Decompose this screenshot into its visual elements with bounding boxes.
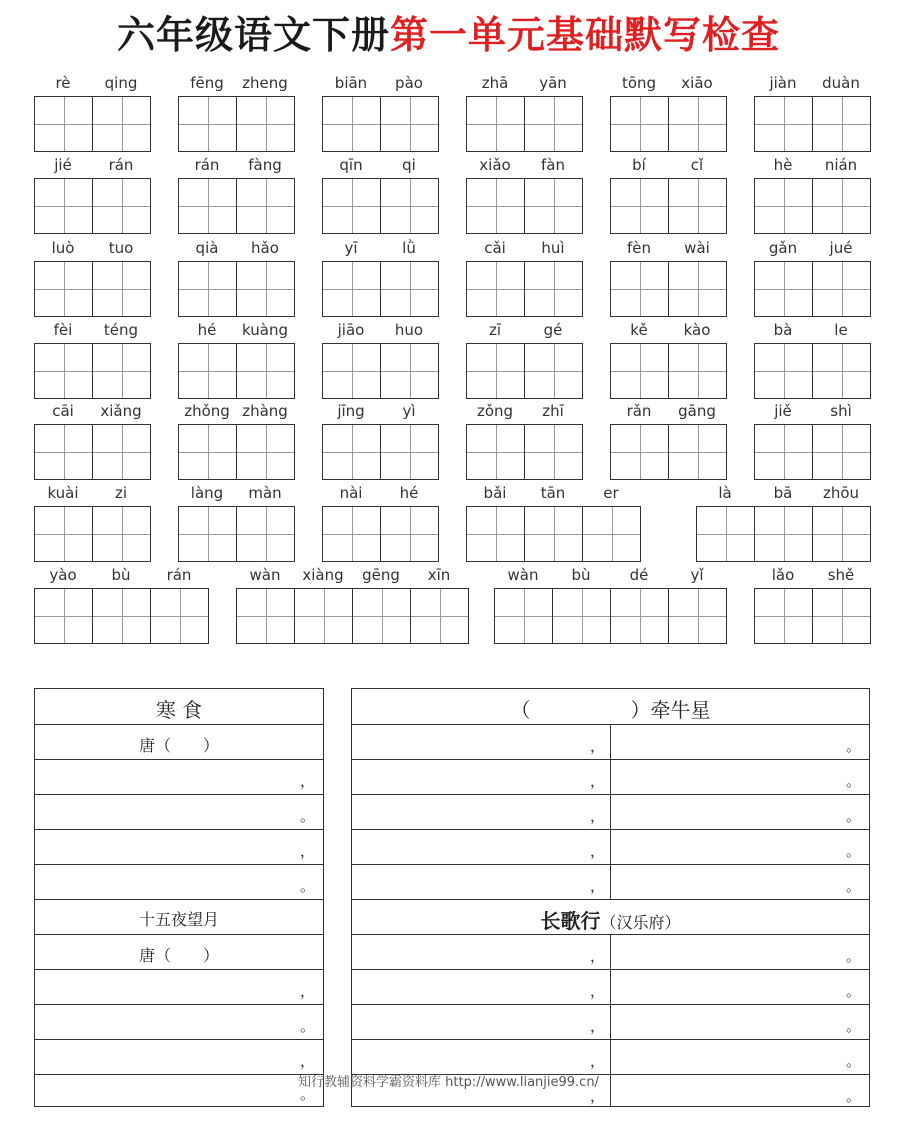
pinyin-label: hè bbox=[773, 156, 793, 174]
pinyin-label: fèn bbox=[626, 239, 652, 257]
answer-line[interactable] bbox=[35, 829, 323, 864]
writing-box[interactable] bbox=[812, 178, 871, 234]
pinyin-label: kuài bbox=[47, 484, 79, 502]
pinyin-label: wàn bbox=[507, 566, 539, 584]
writing-box[interactable] bbox=[812, 261, 871, 317]
writing-box[interactable] bbox=[34, 96, 93, 152]
writing-box[interactable] bbox=[524, 506, 583, 562]
writing-box[interactable] bbox=[754, 178, 813, 234]
period-mark: 。 bbox=[845, 772, 861, 790]
period-mark: 。 bbox=[845, 737, 861, 755]
comma-mark: ， bbox=[590, 737, 606, 755]
writing-box[interactable] bbox=[92, 424, 151, 480]
period-mark: 。 bbox=[845, 807, 861, 825]
comma-mark: ， bbox=[590, 1017, 606, 1035]
answer-line[interactable] bbox=[35, 1039, 323, 1074]
pinyin-label: yǐ bbox=[690, 566, 704, 584]
pinyin-label: tōng bbox=[621, 74, 657, 92]
writing-box[interactable] bbox=[34, 424, 93, 480]
poem-title-changgexing: 长歌行 bbox=[540, 909, 601, 933]
pinyin-label: pào bbox=[395, 74, 423, 92]
pinyin-label: shì bbox=[830, 402, 852, 420]
pinyin-label: là bbox=[718, 484, 732, 502]
writing-box[interactable] bbox=[178, 506, 237, 562]
poem-table-right bbox=[351, 688, 870, 1107]
writing-box[interactable] bbox=[34, 343, 93, 399]
title-grade: 六年级语文下册 bbox=[116, 12, 390, 57]
pinyin-label: làng bbox=[190, 484, 224, 502]
pinyin-label: gēng bbox=[362, 566, 400, 584]
writing-box[interactable] bbox=[92, 178, 151, 234]
comma-mark: ， bbox=[299, 772, 315, 790]
pinyin-label: biān bbox=[334, 74, 368, 92]
pinyin-label: bù bbox=[571, 566, 591, 584]
pinyin-label: yān bbox=[539, 74, 567, 92]
pinyin-label: tuo bbox=[108, 239, 134, 257]
pinyin-label: rán bbox=[194, 156, 220, 174]
writing-box[interactable] bbox=[754, 261, 813, 317]
pinyin-label: bù bbox=[111, 566, 131, 584]
writing-box[interactable] bbox=[178, 261, 237, 317]
poem-title-hanshi: 寒 食 bbox=[155, 698, 203, 722]
writing-box[interactable] bbox=[380, 261, 439, 317]
writing-box[interactable] bbox=[380, 343, 439, 399]
poem-title-shiwuye: 十五夜望月 bbox=[138, 910, 219, 929]
writing-box[interactable] bbox=[380, 178, 439, 234]
pinyin-label: zhī bbox=[542, 402, 564, 420]
writing-box[interactable] bbox=[34, 506, 93, 562]
writing-box[interactable] bbox=[610, 96, 669, 152]
pinyin-label: cǎi bbox=[484, 239, 506, 257]
pinyin-label: wàn bbox=[249, 566, 281, 584]
pinyin-label: xiāo bbox=[681, 74, 713, 92]
writing-box[interactable] bbox=[294, 588, 353, 644]
pinyin-label: rè bbox=[55, 74, 71, 92]
answer-line-pair bbox=[352, 1039, 869, 1074]
answer-line-pair bbox=[352, 934, 869, 969]
writing-box[interactable] bbox=[236, 178, 295, 234]
pinyin-label: kào bbox=[683, 321, 711, 339]
pinyin-label: téng bbox=[103, 321, 139, 339]
pinyin-label: gāng bbox=[678, 402, 716, 420]
writing-box[interactable] bbox=[754, 588, 813, 644]
pinyin-label: jiāo bbox=[337, 321, 365, 339]
pinyin-label: rǎn bbox=[626, 402, 652, 420]
pinyin-label: huì bbox=[541, 239, 565, 257]
comma-mark: ， bbox=[590, 842, 606, 860]
pinyin-label: fàn bbox=[541, 156, 565, 174]
pinyin-label: yào bbox=[49, 566, 77, 584]
period-mark: 。 bbox=[845, 982, 861, 1000]
writing-box[interactable] bbox=[668, 178, 727, 234]
answer-line[interactable] bbox=[35, 1004, 323, 1039]
pinyin-label: zhā bbox=[481, 74, 509, 92]
pinyin-label: gé bbox=[543, 321, 563, 339]
pinyin-label: qīn bbox=[339, 156, 363, 174]
comma-mark: ， bbox=[299, 1052, 315, 1070]
writing-box[interactable] bbox=[524, 343, 583, 399]
writing-box[interactable] bbox=[524, 261, 583, 317]
answer-line-pair bbox=[352, 724, 869, 759]
writing-box[interactable] bbox=[466, 96, 525, 152]
period-mark: 。 bbox=[845, 877, 861, 895]
writing-box[interactable] bbox=[322, 261, 381, 317]
comma-mark: ， bbox=[590, 877, 606, 895]
period-mark: 。 bbox=[845, 1017, 861, 1035]
writing-box[interactable] bbox=[754, 343, 813, 399]
poem-author-hanshi: 唐（ ） bbox=[138, 736, 219, 755]
answer-line[interactable] bbox=[35, 969, 323, 1004]
pinyin-label: wài bbox=[684, 239, 710, 257]
writing-box[interactable] bbox=[34, 588, 93, 644]
poem-title-qianniuxing: （ ）牵牛星 bbox=[510, 698, 711, 722]
answer-line-pair bbox=[352, 1004, 869, 1039]
period-mark: 。 bbox=[845, 947, 861, 965]
comma-mark: ， bbox=[590, 772, 606, 790]
answer-line-pair bbox=[352, 829, 869, 864]
answer-line-pair bbox=[352, 864, 869, 899]
pinyin-label: zi bbox=[114, 484, 128, 502]
pinyin-label: kě bbox=[630, 321, 648, 339]
comma-mark: ， bbox=[299, 842, 315, 860]
writing-box[interactable] bbox=[178, 424, 237, 480]
writing-box[interactable] bbox=[668, 343, 727, 399]
poem-author-shiwuye: 唐（ ） bbox=[138, 946, 219, 965]
period-mark: 。 bbox=[299, 1017, 315, 1035]
writing-box[interactable] bbox=[812, 424, 871, 480]
writing-box[interactable] bbox=[322, 343, 381, 399]
comma-mark: ， bbox=[590, 982, 606, 1000]
pinyin-label: lǜ bbox=[402, 239, 416, 257]
writing-box[interactable] bbox=[524, 96, 583, 152]
writing-box[interactable] bbox=[178, 343, 237, 399]
answer-line[interactable] bbox=[35, 759, 323, 794]
writing-box[interactable] bbox=[178, 96, 237, 152]
pinyin-label: er bbox=[603, 484, 619, 502]
footer-watermark: 知行教辅资料学霸资料库 http://www.lianjie99.cn/ bbox=[298, 1075, 599, 1090]
pinyin-label: lǎo bbox=[771, 566, 795, 584]
pinyin-label: yī bbox=[344, 239, 358, 257]
pinyin-label: hǎo bbox=[251, 239, 279, 257]
pinyin-label: zhàng bbox=[242, 402, 288, 420]
writing-box[interactable] bbox=[494, 588, 553, 644]
pinyin-label: jué bbox=[829, 239, 853, 257]
writing-box[interactable] bbox=[812, 588, 871, 644]
pinyin-label: yì bbox=[402, 402, 416, 420]
comma-mark: ， bbox=[590, 1052, 606, 1070]
writing-box[interactable] bbox=[610, 343, 669, 399]
answer-line-pair bbox=[352, 969, 869, 1004]
writing-box[interactable] bbox=[610, 588, 669, 644]
pinyin-label: duàn bbox=[822, 74, 860, 92]
writing-box[interactable] bbox=[696, 506, 755, 562]
writing-box[interactable] bbox=[92, 261, 151, 317]
answer-line-pair bbox=[352, 759, 869, 794]
writing-box[interactable] bbox=[92, 343, 151, 399]
pinyin-label: nài bbox=[339, 484, 363, 502]
pinyin-label: xiǎo bbox=[479, 156, 511, 174]
writing-box[interactable] bbox=[380, 506, 439, 562]
title-unit: 第一单元基础默写检查 bbox=[390, 12, 781, 57]
pinyin-label: tān bbox=[540, 484, 566, 502]
writing-box[interactable] bbox=[812, 96, 871, 152]
writing-box[interactable] bbox=[668, 424, 727, 480]
period-mark: 。 bbox=[845, 1087, 861, 1105]
writing-box[interactable] bbox=[466, 343, 525, 399]
writing-box[interactable] bbox=[466, 506, 525, 562]
writing-box[interactable] bbox=[236, 588, 295, 644]
pinyin-label: zhōu bbox=[822, 484, 860, 502]
writing-box[interactable] bbox=[812, 343, 871, 399]
pinyin-label: rán bbox=[166, 566, 192, 584]
comma-mark: ， bbox=[590, 947, 606, 965]
writing-box[interactable] bbox=[524, 424, 583, 480]
pinyin-label: gǎn bbox=[768, 239, 798, 257]
writing-box[interactable] bbox=[812, 506, 871, 562]
pinyin-label: xīn bbox=[427, 566, 451, 584]
writing-box[interactable] bbox=[352, 588, 411, 644]
writing-box[interactable] bbox=[610, 178, 669, 234]
writing-box[interactable] bbox=[380, 96, 439, 152]
pinyin-label: huo bbox=[394, 321, 424, 339]
period-mark: 。 bbox=[299, 807, 315, 825]
writing-box[interactable] bbox=[236, 96, 295, 152]
writing-box[interactable] bbox=[668, 261, 727, 317]
writing-box[interactable] bbox=[524, 178, 583, 234]
writing-box[interactable] bbox=[92, 588, 151, 644]
pinyin-label: xiǎng bbox=[100, 402, 142, 420]
writing-box[interactable] bbox=[236, 506, 295, 562]
writing-box[interactable] bbox=[754, 506, 813, 562]
writing-box[interactable] bbox=[410, 588, 469, 644]
writing-box[interactable] bbox=[236, 424, 295, 480]
writing-box[interactable] bbox=[754, 424, 813, 480]
period-mark: 。 bbox=[299, 877, 315, 895]
period-mark: 。 bbox=[299, 1085, 315, 1103]
writing-box[interactable] bbox=[34, 261, 93, 317]
comma-mark: ， bbox=[590, 807, 606, 825]
pinyin-label: jiě bbox=[774, 402, 792, 420]
pinyin-label: le bbox=[834, 321, 848, 339]
pinyin-label: jiàn bbox=[769, 74, 797, 92]
writing-box[interactable] bbox=[322, 178, 381, 234]
writing-box[interactable] bbox=[178, 178, 237, 234]
pinyin-label: fēng bbox=[190, 74, 224, 92]
writing-box[interactable] bbox=[150, 588, 209, 644]
pinyin-label: qià bbox=[195, 239, 219, 257]
comma-mark: ， bbox=[299, 982, 315, 1000]
writing-box[interactable] bbox=[754, 96, 813, 152]
writing-box[interactable] bbox=[610, 424, 669, 480]
pinyin-label: hé bbox=[197, 321, 217, 339]
pinyin-label: zheng bbox=[242, 74, 288, 92]
writing-box[interactable] bbox=[466, 261, 525, 317]
pinyin-label: bǎi bbox=[483, 484, 507, 502]
writing-box[interactable] bbox=[322, 96, 381, 152]
pinyin-label: bā bbox=[773, 484, 793, 502]
pinyin-label: fàng bbox=[248, 156, 282, 174]
pinyin-label: jīng bbox=[337, 402, 365, 420]
pinyin-label: xiàng bbox=[302, 566, 344, 584]
answer-line[interactable] bbox=[35, 864, 323, 899]
poem-source-yuefu: （汉乐府） bbox=[600, 913, 681, 932]
pinyin-label: qing bbox=[104, 74, 138, 92]
pinyin-label: zǒng bbox=[476, 402, 514, 420]
pinyin-label: dé bbox=[629, 566, 649, 584]
pinyin-label: màn bbox=[248, 484, 282, 502]
writing-box[interactable] bbox=[92, 506, 151, 562]
pinyin-label: qi bbox=[402, 156, 416, 174]
writing-box[interactable] bbox=[668, 96, 727, 152]
writing-box[interactable] bbox=[380, 424, 439, 480]
writing-box[interactable] bbox=[322, 506, 381, 562]
writing-box[interactable] bbox=[236, 343, 295, 399]
writing-box[interactable] bbox=[610, 261, 669, 317]
pinyin-label: zī bbox=[488, 321, 502, 339]
writing-box[interactable] bbox=[582, 506, 641, 562]
pinyin-label: shě bbox=[827, 566, 855, 584]
pinyin-label: kuàng bbox=[242, 321, 288, 339]
answer-line[interactable] bbox=[35, 794, 323, 829]
period-mark: 。 bbox=[845, 1052, 861, 1070]
writing-box[interactable] bbox=[236, 261, 295, 317]
pinyin-label: hé bbox=[399, 484, 419, 502]
pinyin-label: fèi bbox=[53, 321, 73, 339]
writing-box[interactable] bbox=[552, 588, 611, 644]
writing-box[interactable] bbox=[466, 178, 525, 234]
pinyin-label: rán bbox=[108, 156, 134, 174]
writing-box[interactable] bbox=[466, 424, 525, 480]
pinyin-label: jié bbox=[54, 156, 72, 174]
writing-box[interactable] bbox=[34, 178, 93, 234]
pinyin-label: cāi bbox=[52, 402, 74, 420]
pinyin-label: bí bbox=[632, 156, 646, 174]
answer-line-pair bbox=[352, 794, 869, 829]
writing-box[interactable] bbox=[92, 96, 151, 152]
period-mark: 。 bbox=[845, 842, 861, 860]
pinyin-label: luò bbox=[51, 239, 75, 257]
pinyin-label: zhǒng bbox=[184, 402, 230, 420]
pinyin-label: cǐ bbox=[690, 156, 704, 174]
writing-box[interactable] bbox=[668, 588, 727, 644]
pinyin-label: nián bbox=[824, 156, 858, 174]
writing-box[interactable] bbox=[322, 424, 381, 480]
pinyin-label: bà bbox=[773, 321, 793, 339]
comma-mark: ， bbox=[590, 1087, 606, 1105]
poem-table-left bbox=[34, 688, 324, 1107]
